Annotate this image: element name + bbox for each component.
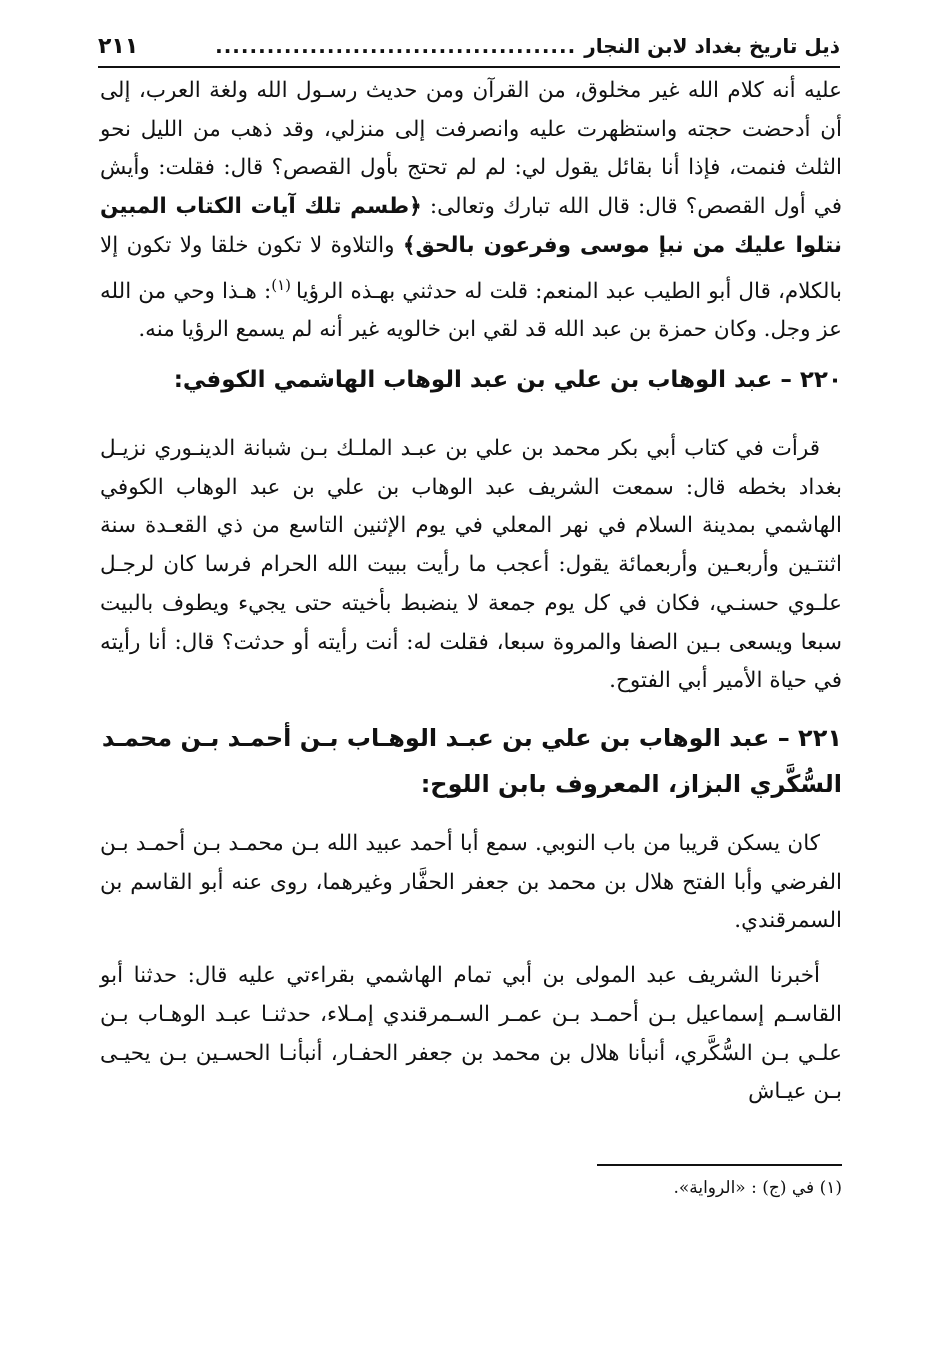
page-body — [100, 72, 842, 1112]
running-header — [98, 26, 840, 68]
entry-220-heading: ٢٢٠ – عبد الوهاب بن علي بن عبد الوهاب الهاشمي الكوفي: — [173, 367, 842, 394]
header-leader-dots: .......................................... — [215, 34, 577, 58]
paragraph-continuation — [100, 72, 842, 350]
entry-221-heading: ٢٢١ – عبد الوهاب بن علي بن عبـد الوهـاب بـن أحمـد بـن محمـد السُّكَّري البزاز، المعروف بابن اللوح: — [101, 724, 842, 798]
entry-220-paragraph: قرأت في كتاب أبي بكر محمد بن علي بن عبـد الملـك بـن شبانة الدينـوري نزيـل بغداد بخطه قال: سمعت الشريف عبد الوهاب بن علي بن عبد الوهاب الكوفي الهاشمي بمدينة السلام في نهر المعلي في يوم الإثنين التاسع من ذي القعـدة سنة اثنتـين وأربعـين وأربعمائة يقول: أعجب ما رأيت ببيت الله الحرام فرسا كان لرجـل علـوي حسنـي، فكان في كل يوم جمعة لا ينضبط بأخيته حتى يجيء ويطوف بالبيت سبعا ويسعى بـين الصفا والمروة سبعا، فقلت له: أنت رأيته أو حدثت؟ قال: أنا رأيته في حياة الأمير أبي الفتوح. — [100, 436, 842, 694]
entry-221-paragraph-1: كان يسكن قريبا من باب النوبي. سمع أبا أحمد عبيد الله بـن محمـد بـن أحمـد بـن الفرضي وأبا الفتح هلال بن محمد بن جعفر الحفَّار وغيرهما، روى عنه أبو القاسم بن السمرقندي. — [100, 831, 842, 934]
paragraph-text-continued: والتلاوة لا تكون خلقا ولا تكون إلا بالكلام، قال أبو الطيب عبد المنعم: قلت له حدثني بهـذه الرؤيا — [100, 232, 842, 304]
paragraph-text: عليه أنه كلام الله غير مخلوق، من القرآن ومن حديث رسـول الله ولغة العرب، إلى أن أدحضت حجته واستظهرت عليه وانصرفت إلى منزلي، وقد ذهب من الليل نحو الثلث فنمت، فإذا أنا بقائل يقول لي: لم لم تحتج بأول القصص؟ قال: فقلت: وأيش في أول القصص؟ قال: قال الله تبارك وتعالى: — [100, 78, 842, 220]
footnote: (١) في (ج) : «الرواية». — [673, 1178, 842, 1198]
header-title: ذيل تاريخ بغداد لابن النجار — [584, 34, 840, 58]
paragraph-text-end: : هـذا وحي من الله عز وجل. وكان حمزة بن عبد الله قد لقي ابن خالويه غير أنه لم يسمع الرؤيا منه. — [100, 278, 842, 343]
footnote-reference[interactable]: (١) — [271, 275, 297, 294]
entry-221-paragraph-2: أخبرنا الشريف عبد المولى بن أبي تمام الهاشمي بقراءتي عليه قال: حدثنا أبو القاسـم إسماعيل بـن أحمـد بـن عمـر السـمرقندي إمـلاء، حدثنـا عبـد الوهـاب بـن علـي بـن السُّكَّري، أنبأنا هلال بن محمد بن جعفر الحفـار، أنبأنـا الحسـين بـن يحيـى بـن عيـاش — [100, 963, 842, 1105]
footnote-divider — [597, 1164, 842, 1166]
quran-quote: ﴿طسم تلك آيات الكتاب المبين نتلوا عليك من نبإ موسى وفرعون بالحق﴾ — [100, 194, 842, 258]
page-number: ٢١١ — [98, 33, 139, 59]
